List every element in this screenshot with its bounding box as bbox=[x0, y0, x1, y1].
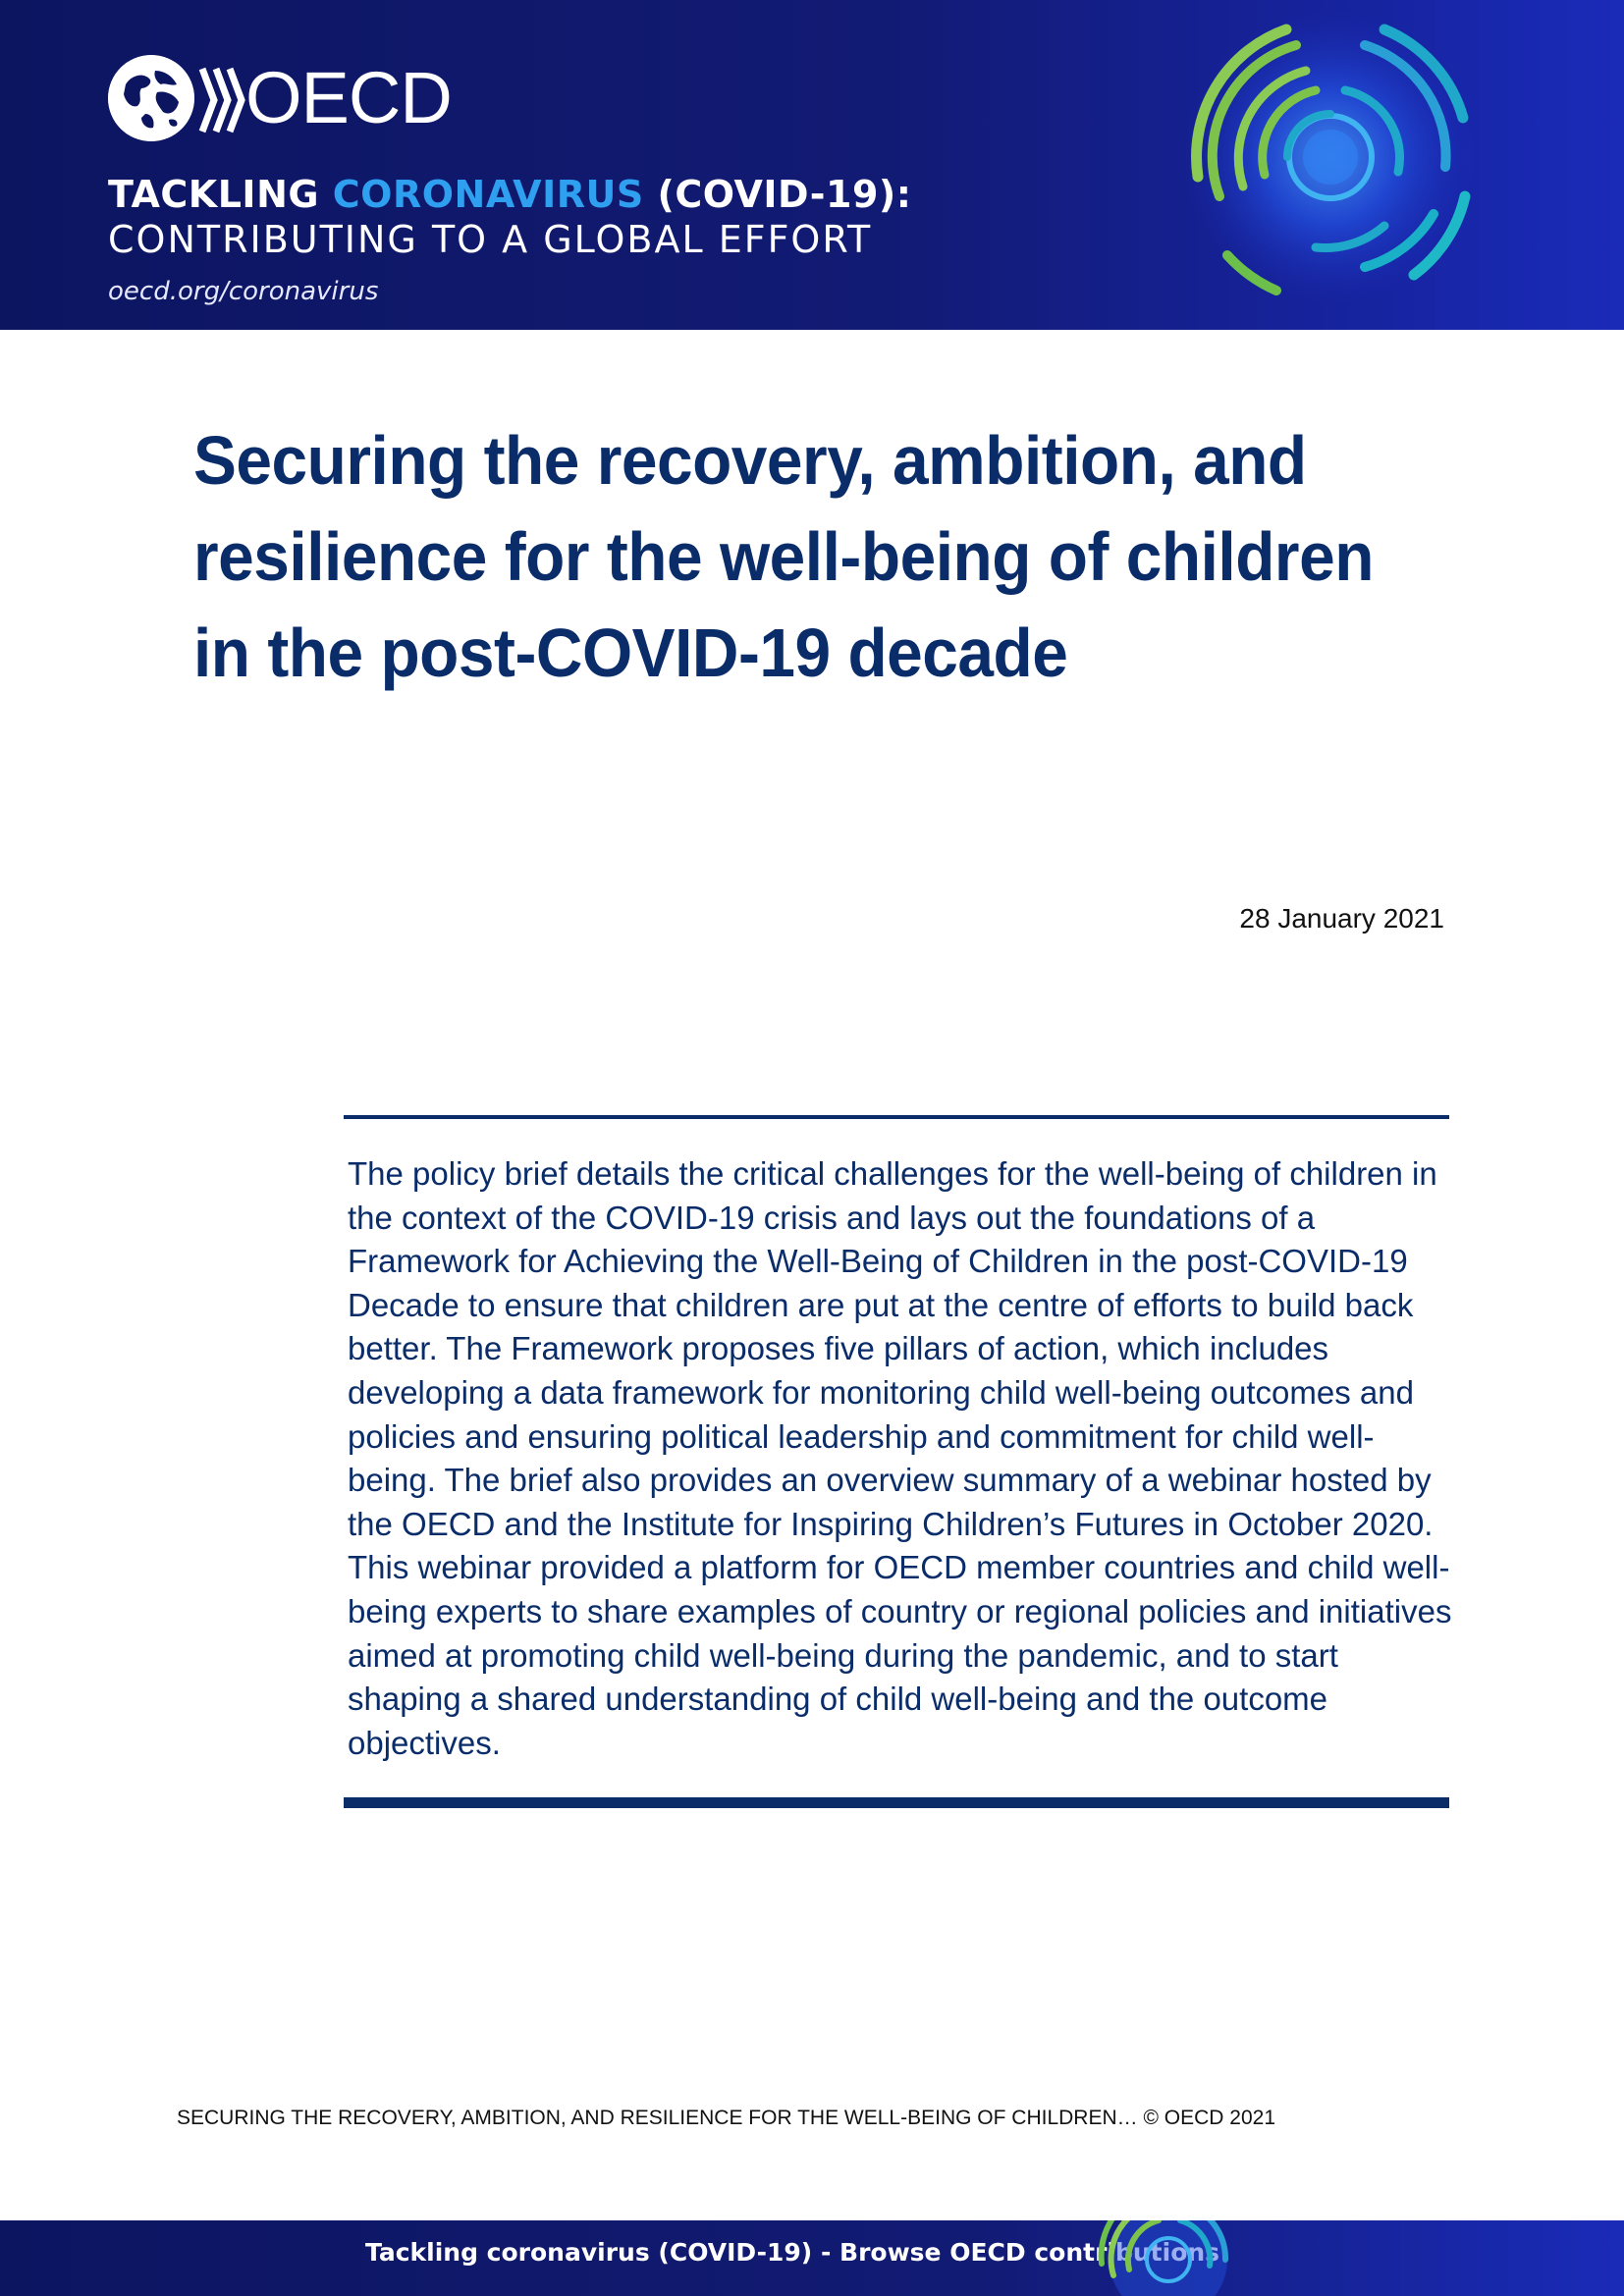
publication-date: 28 January 2021 bbox=[1239, 903, 1444, 934]
title-line: Securing the recovery, ambition, and bbox=[193, 422, 1307, 499]
title-line: resilience for the well-being of children bbox=[193, 518, 1374, 595]
globe-icon bbox=[108, 55, 194, 141]
document-title bbox=[193, 412, 1412, 701]
banner-subtitle: CONTRIBUTING TO A GLOBAL EFFORT bbox=[108, 218, 873, 261]
logo-wordmark: OECD bbox=[245, 57, 452, 138]
chevrons-icon bbox=[198, 65, 249, 135]
abstract-bottom-rule bbox=[344, 1797, 1449, 1808]
header-banner bbox=[0, 0, 1624, 330]
coronavirus-rings-icon bbox=[1090, 2220, 1247, 2296]
footer-bar bbox=[0, 2220, 1624, 2296]
running-footer: SECURING THE RECOVERY, AMBITION, AND RESILIENCE FOR THE WELL-BEING OF CHILDREN… © OECD 2021 bbox=[177, 2107, 1275, 2129]
tagline-highlight: CORONAVIRUS bbox=[332, 173, 644, 216]
coronavirus-rings-icon bbox=[1159, 0, 1551, 330]
title-line: in the post-COVID-19 decade bbox=[193, 614, 1068, 691]
abstract-top-rule bbox=[344, 1115, 1449, 1119]
banner-url-link[interactable]: oecd.org/coronavirus bbox=[108, 277, 379, 306]
tagline-part1: TACKLING bbox=[108, 173, 333, 216]
browse-contributions-link[interactable]: Tackling coronavirus (COVID-19) - Browse OECD contributions bbox=[365, 2238, 1220, 2267]
tagline-part2: (COVID-19): bbox=[643, 173, 912, 216]
abstract-text: The policy brief details the critical challenges for the well-being of children in the context of the COVID-19 crisis and lays out the foundations of a Framework for Achieving the Well-Being of Children in the post-COVID-19 Decade to ensure that children are put at the centre of efforts to build back better. The Framework proposes five pillars of action, which includes developing a data framework for monitoring child well-being outcomes and policies and ensuring political leadership and commitment for child well-being. The brief also provides an overview summary of a webinar hosted by the OECD and the Institute for Inspiring Children’s Futures in October 2020. This webinar provided a platform for OECD member countries and child well-being experts to share examples of country or regional policies and initiatives aimed at promoting child well-being during the pandemic, and to start shaping a shared understanding of child well-being and the outcome objectives. bbox=[348, 1155, 1452, 1761]
banner-tagline bbox=[108, 173, 912, 216]
